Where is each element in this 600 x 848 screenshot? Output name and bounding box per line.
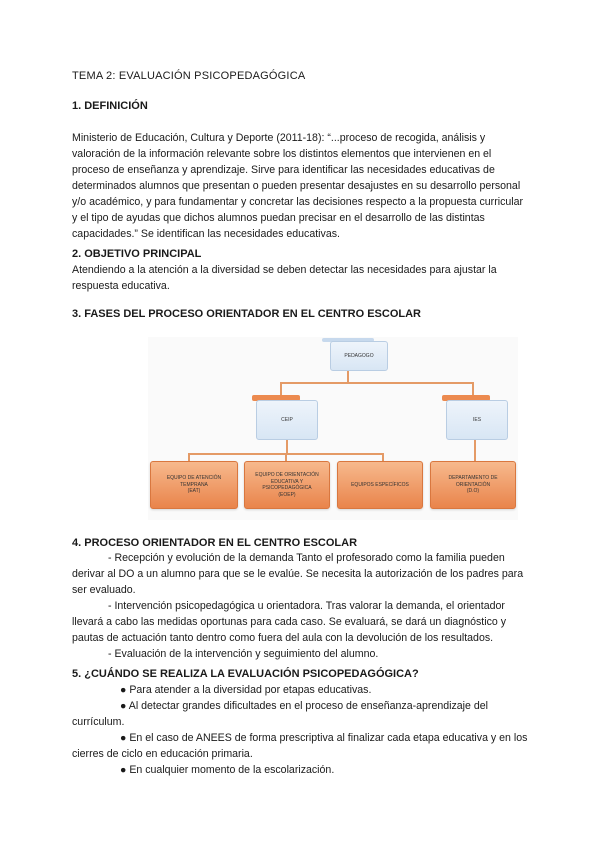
equipos-especificos-node <box>337 461 423 509</box>
process-item: - Evaluación de la intervención y seguimiento del alumno. <box>108 648 379 660</box>
process-list <box>72 550 530 662</box>
connector <box>474 440 476 462</box>
bullet-item: ● Al detectar grandes dificultades en el proceso de enseñanza-aprendizaje del currículum. <box>72 700 489 728</box>
process-item: - Recepción y evolución de la demanda Tanto el profesorado como la familia pueden derivar al DO a un alumno para que se le evalúe. Se necesita la autorización de los padres para ser evaluado. <box>72 552 524 596</box>
bullet-item: ● Para atender a la diversidad por etapas educativas. <box>120 684 372 696</box>
section-1-heading: 1. DEFINICIÓN <box>72 100 148 112</box>
eoep-acronym: (EOEP) <box>278 491 296 498</box>
ies-node <box>446 400 508 440</box>
do-label: DEPARTAMENTO DE ORIENTACIÓN <box>448 475 498 488</box>
ceip-label: CEIP <box>281 416 293 423</box>
eoep-label: EQUIPO DE ORIENTACIÓN EDUCATIVA Y PSICOPEDAGÓGICA <box>255 472 319 491</box>
eat-label: EQUIPO DE ATENCIÓN TEMPRANA <box>166 475 222 488</box>
eat-acronym: (EAT) <box>187 488 201 495</box>
process-item: - Intervención psicopedagógica u orientadora. Tras valorar la demanda, el orientador llevará a cabo las medidas oportunas para cada caso. Se evaluará, se dará un diagnóstico y pautas de actuación tanto dentro como fuera del aula con la devolución de los resultados. <box>72 600 507 644</box>
ceip-node <box>256 400 318 440</box>
definition-paragraph: Ministerio de Educación, Cultura y Deporte (2011-18): “...proceso de recogida, análisis y valoración de la información relevante sobre los distintos elementos que intervienen en el proceso de enseñanza y aprendizaje. Sirve para identificar las necesidades educativas de determinados alumnos que presentan o pueden presentar desajustes en su desarrollo personal y/o académico, y para fundamentar y concretar las decisiones respecto a la propuesta curricular y el tipo de ayudas que dichos alumnos puedan precisar en el desarrollo de las distintas capacidades.” Se identifican las necesidades educativas. <box>72 132 524 240</box>
equipos-especificos-label: EQUIPOS ESPECÍFICOS <box>351 481 409 488</box>
org-chart <box>148 337 518 520</box>
connector <box>286 440 288 454</box>
when-list <box>72 682 530 778</box>
eat-node <box>150 461 238 509</box>
section-5-heading: 5. ¿CUÁNDO SE REALIZA LA EVALUACIÓN PSICOPEDAGÓGICA? <box>72 668 419 680</box>
root-node <box>330 341 388 371</box>
bullet-item: ● En el caso de ANEES de forma prescriptiva al finalizar cada etapa educativa y en los cierres de ciclo en educación primaria. <box>72 732 528 760</box>
connector <box>280 382 474 384</box>
ies-label: IES <box>472 416 482 423</box>
document-title: TEMA 2: EVALUACIÓN PSICOPEDAGÓGICA <box>72 70 306 82</box>
do-node <box>430 461 516 509</box>
section-4-heading: 4. PROCESO ORIENTADOR EN EL CENTRO ESCOLAR <box>72 537 358 549</box>
section-3-heading: 3. FASES DEL PROCESO ORIENTADOR EN EL CENTRO ESCOLAR <box>72 308 421 320</box>
bullet-item: ● En cualquier momento de la escolarización. <box>120 764 335 776</box>
section-2-heading: 2. OBJETIVO PRINCIPAL <box>72 248 202 260</box>
root-label: PEDAGOGO <box>344 352 374 359</box>
objective-paragraph: Atendiendo a la atención a la diversidad se deben detectar las necesidades para ajustar la respuesta educativa. <box>72 264 497 292</box>
eoep-node <box>244 461 330 509</box>
do-acronym: (D.O) <box>466 488 480 495</box>
